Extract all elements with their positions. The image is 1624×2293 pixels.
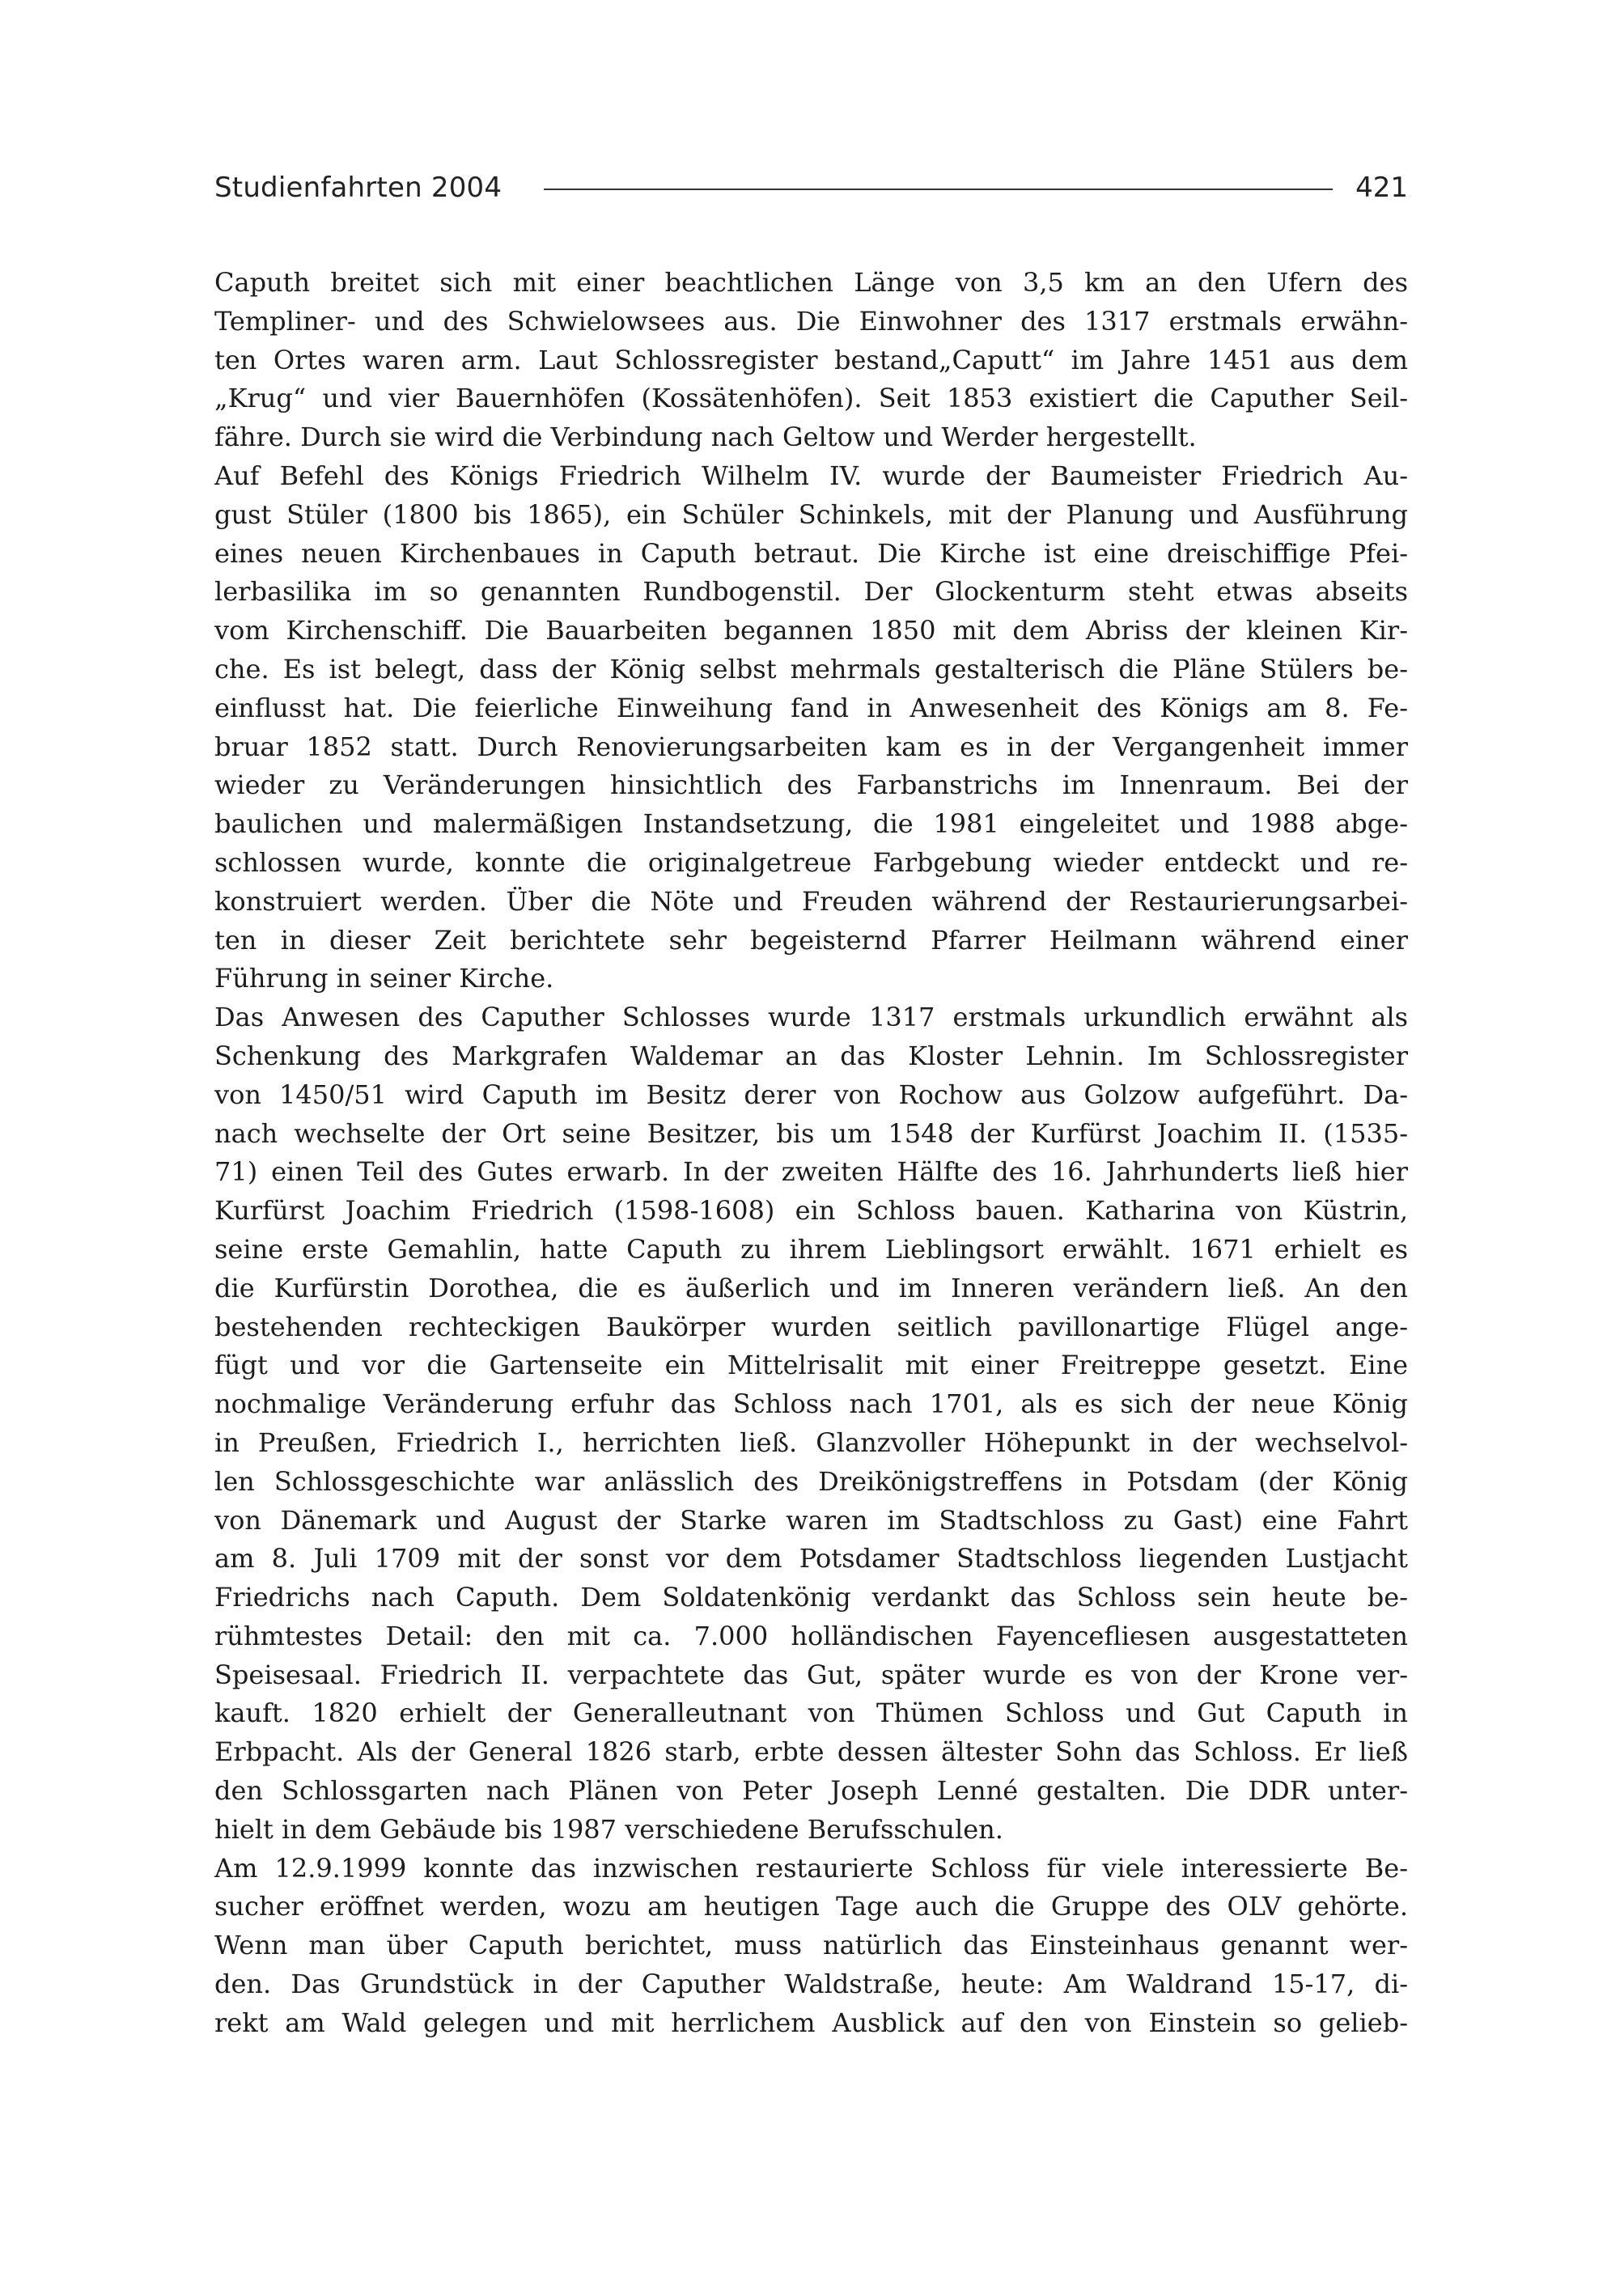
running-header xyxy=(214,166,1408,210)
page-number: 421 xyxy=(1355,172,1408,204)
text-line: einflusst hat. Die feierliche Einweihung fand in Anwesenheit des Königs am 8. Fe- xyxy=(214,692,1408,723)
text-line: Schenkung des Markgrafen Waldemar an das Kloster Lehnin. Im Schlossregister xyxy=(214,1040,1408,1071)
text-line: lerbasilika im so genannten Rundbogenstil. Der Glockenturm steht etwas abseits xyxy=(214,576,1408,608)
text-line: fähre. Durch sie wird die Verbindung nach Geltow und Werder hergestellt. xyxy=(214,422,1197,453)
text-line: „Krug“ und vier Bauernhöfen (Kossätenhöfen). Seit 1853 existiert die Caputher Seil- xyxy=(214,383,1408,414)
text-line: Auf Befehl des Königs Friedrich Wilhelm IV. wurde der Baumeister Friedrich Au- xyxy=(214,460,1408,491)
text-line: schlossen wurde, konnte die originalgetreue Farbgebung wieder entdeckt und re- xyxy=(214,846,1408,878)
text-line: baulichen und malermäßigen Instandsetzung, die 1981 eingeleitet und 1988 abge- xyxy=(214,808,1408,840)
text-line: Templiner- und des Schwielowsees aus. Die Einwohner des 1317 erstmals erwähn- xyxy=(214,305,1408,337)
text-line: rekt am Wald gelegen und mit herrlichem Ausblick auf den von Einstein so gelieb- xyxy=(214,2007,1408,2038)
text-line: eines neuen Kirchenbaues in Caputh betraut. Die Kirche ist eine dreischiffige Pfei- xyxy=(214,537,1408,569)
text-line: Am 12.9.1999 konnte das inzwischen restaurierte Schloss für viele interessierte Be- xyxy=(214,1852,1408,1884)
header-rule xyxy=(544,189,1333,190)
text-line: kauft. 1820 erhielt der Generalleutnant von Thümen Schloss und Gut Caputh in xyxy=(214,1697,1408,1729)
text-line: den Schlossgarten nach Plänen von Peter Joseph Lenné gestalten. Die DDR unter- xyxy=(214,1775,1408,1807)
text-line: ten in dieser Zeit berichtete sehr begeisternd Pfarrer Heilmann während einer xyxy=(214,924,1408,956)
text-line: nochmalige Veränderung erfuhr das Schloss nach 1701, als es sich der neue König xyxy=(214,1388,1408,1420)
text-line: fügt und vor die Gartenseite ein Mittelrisalit mit einer Freitreppe gesetzt. Eine xyxy=(214,1350,1408,1381)
text-line: 71) einen Teil des Gutes erwarb. In der zweiten Hälfte des 16. Jahrhunderts ließ hier xyxy=(214,1156,1408,1188)
text-line: von Dänemark und August der Starke waren im Stadtschloss zu Gast) eine Fahrt xyxy=(214,1504,1408,1536)
text-line: Wenn man über Caputh berichtet, muss natürlich das Einsteinhaus genannt wer- xyxy=(214,1930,1408,1961)
text-line: am 8. Juli 1709 mit der sonst vor dem Potsdamer Stadtschloss liegenden Lustjacht xyxy=(214,1543,1408,1575)
text-line: in Preußen, Friedrich I., herrichten ließ. Glanzvoller Höhepunkt in der wechselvol- xyxy=(214,1426,1408,1458)
text-line: Führung in seiner Kirche. xyxy=(214,963,554,994)
text-line: ten Ortes waren arm. Laut Schlossregister bestand„Caputt“ im Jahre 1451 aus dem xyxy=(214,344,1408,375)
text-line: che. Es ist belegt, dass der König selbst mehrmals gestalterisch die Pläne Stülers be- xyxy=(214,653,1408,685)
running-header-title: Studienfahrten 2004 xyxy=(214,172,502,204)
text-line: Speisesaal. Friedrich II. verpachtete das Gut, später wurde es von der Krone ver- xyxy=(214,1659,1408,1690)
text-line: Kurfürst Joachim Friedrich (1598-1608) ein Schloss bauen. Katharina von Küstrin, xyxy=(214,1195,1408,1227)
body-text xyxy=(214,264,1408,2043)
text-line: konstruiert werden. Über die Nöte und Freuden während der Restaurierungsarbei- xyxy=(214,885,1408,917)
text-line: hielt in dem Gebäude bis 1987 verschiedene Berufsschulen. xyxy=(214,1813,1003,1845)
text-line: Erbpacht. Als der General 1826 starb, erbte dessen ältester Sohn das Schloss. Er ließ xyxy=(214,1736,1408,1768)
text-line: gust Stüler (1800 bis 1865), ein Schüler Schinkels, mit der Planung und Ausführung xyxy=(214,498,1408,530)
text-line: rühmtestes Detail: den mit ca. 7.000 holländischen Fayencefliesen ausgestatteten xyxy=(214,1620,1408,1651)
text-line: von 1450/51 wird Caputh im Besitz derer von Rochow aus Golzow aufgeführt. Da- xyxy=(214,1079,1408,1110)
text-line: wieder zu Veränderungen hinsichtlich des Farbanstrichs im Innenraum. Bei der xyxy=(214,769,1408,801)
text-line: Friedrichs nach Caputh. Dem Soldatenkönig verdankt das Schloss sein heute be- xyxy=(214,1582,1408,1613)
text-line: nach wechselte der Ort seine Besitzer, bis um 1548 der Kurfürst Joachim II. (1535- xyxy=(214,1117,1408,1149)
text-line: seine erste Gemahlin, hatte Caputh zu ihrem Lieblingsort erwählt. 1671 erhielt es xyxy=(214,1233,1408,1265)
text-line: Das Anwesen des Caputher Schlosses wurde 1317 erstmals urkundlich erwähnt als xyxy=(214,1002,1408,1033)
text-line: den. Das Grundstück in der Caputher Waldstraße, heute: Am Waldrand 15-17, di- xyxy=(214,1969,1408,2000)
text-line: len Schlossgeschichte war anlässlich des Dreikönigstreffens in Potsdam (der König xyxy=(214,1465,1408,1497)
text-line: die Kurfürstin Dorothea, die es äußerlich und im Inneren verändern ließ. An den xyxy=(214,1272,1408,1303)
text-line: sucher eröffnet werden, wozu am heutigen Tage auch die Gruppe des OLV gehörte. xyxy=(214,1891,1408,1922)
text-line: bestehenden rechteckigen Baukörper wurden seitlich pavillonartige Flügel ange- xyxy=(214,1311,1408,1342)
text-line: Caputh breitet sich mit einer beachtlichen Länge von 3,5 km an den Ufern des xyxy=(214,267,1408,298)
text-line: bruar 1852 statt. Durch Renovierungsarbeiten kam es in der Vergangenheit immer xyxy=(214,731,1408,762)
text-line: vom Kirchenschiff. Die Bauarbeiten begannen 1850 mit dem Abriss der kleinen Kir- xyxy=(214,615,1408,646)
